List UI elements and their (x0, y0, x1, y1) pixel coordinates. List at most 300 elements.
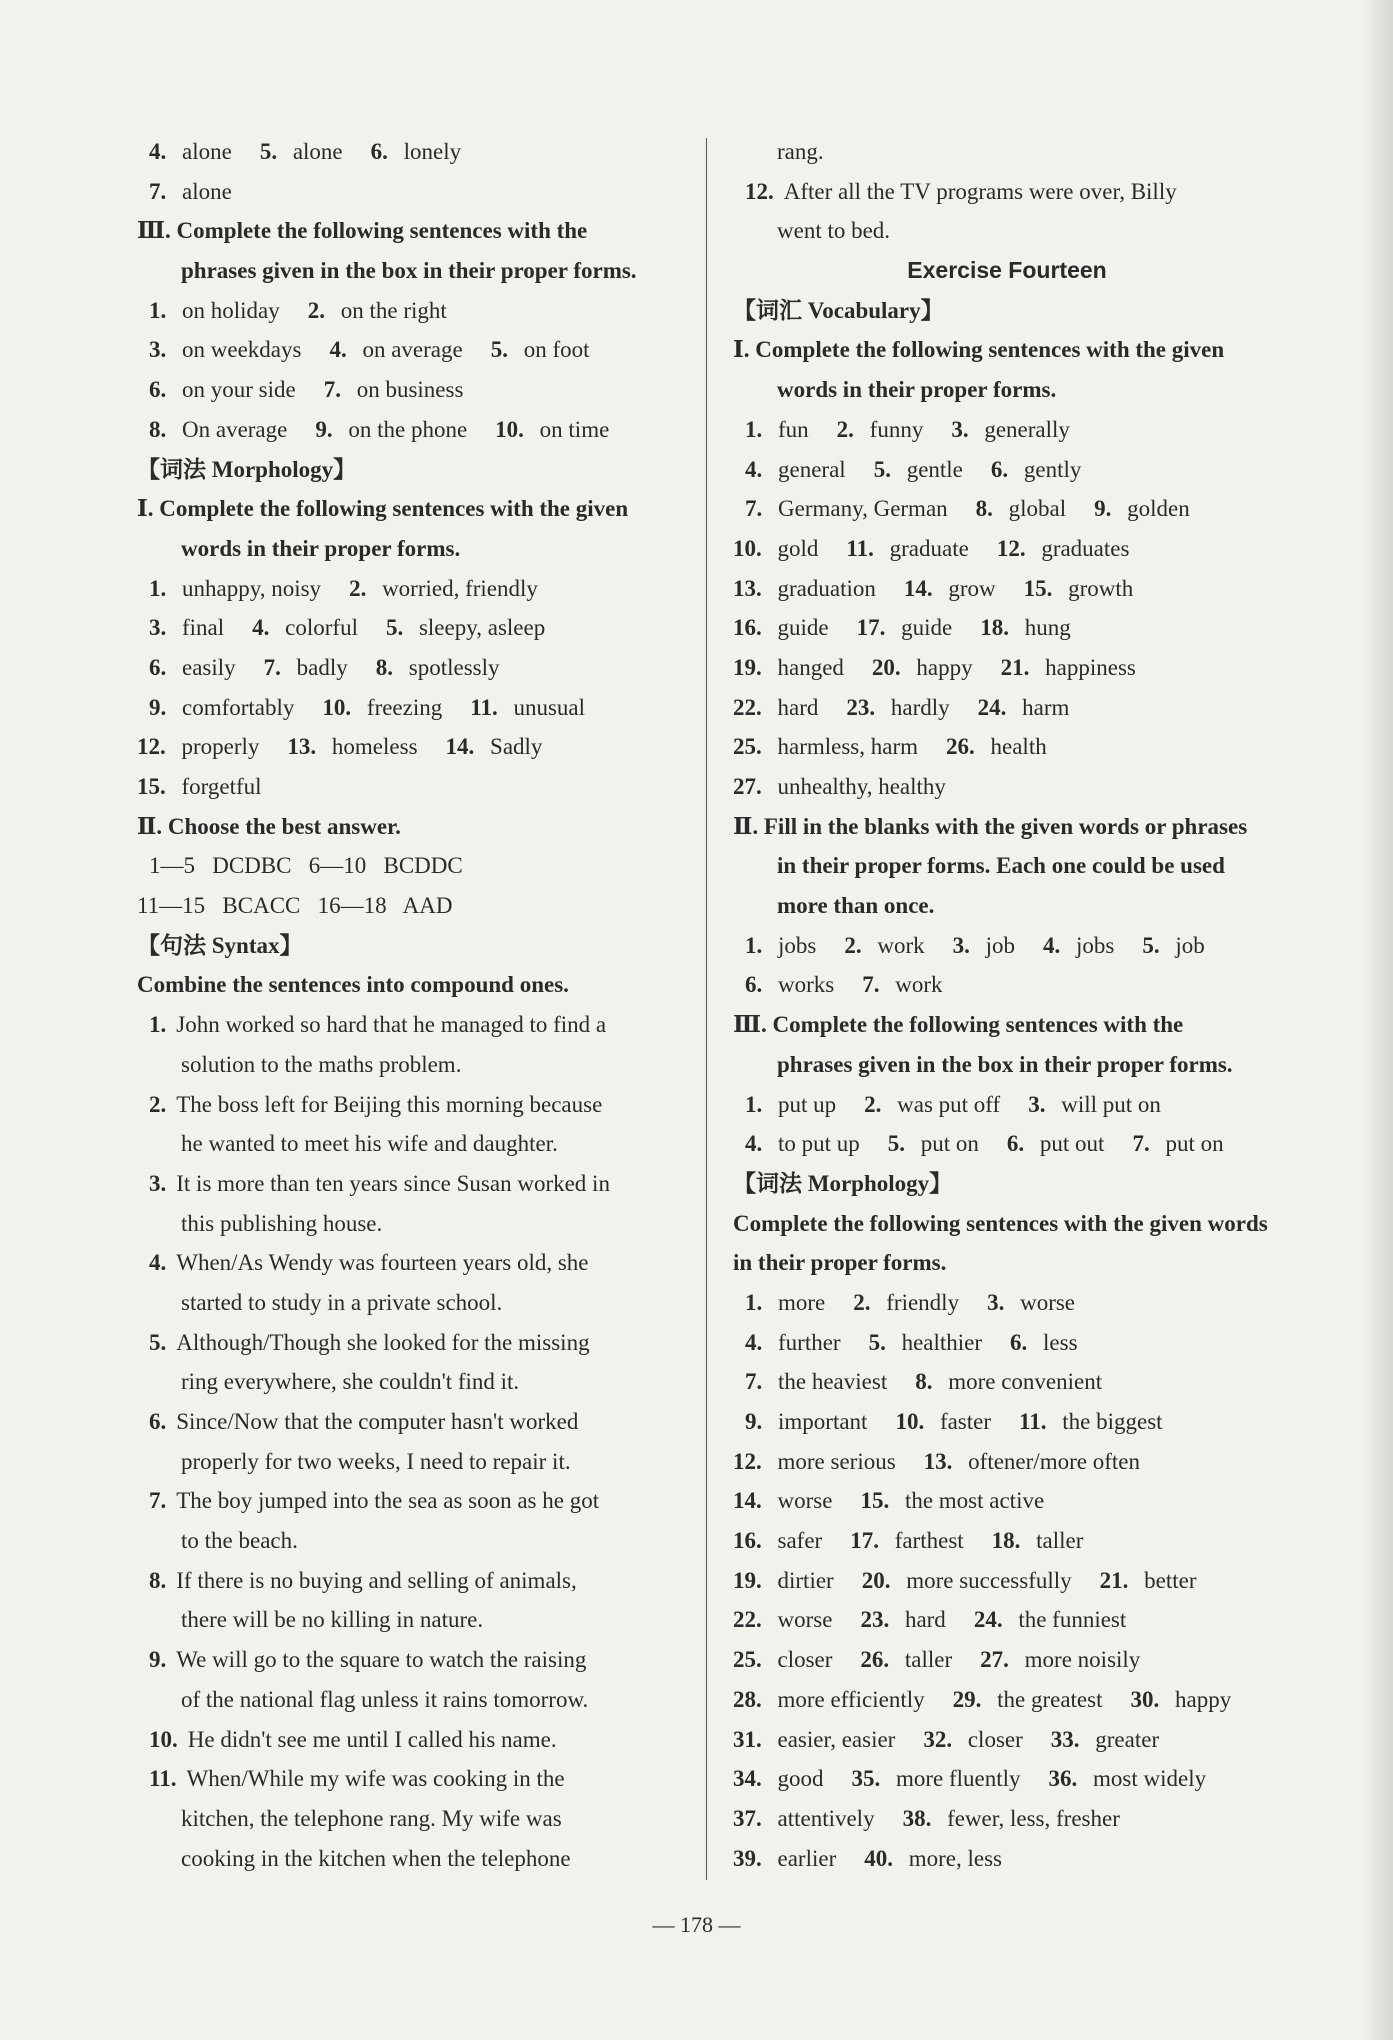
answer-text: faster (934, 1409, 992, 1434)
answer-number: 3. (987, 1289, 1005, 1315)
item-text: It is more than ten years since Susan worked in (176, 1170, 610, 1196)
answer-row (733, 1323, 1281, 1363)
sentence-continuation: properly for two weeks, I need to repair it. (181, 1448, 571, 1474)
answer-text: funny (863, 416, 924, 442)
answer-row (733, 1680, 1281, 1720)
answer-text: guide (895, 615, 953, 641)
answer-text: work (889, 972, 943, 998)
answer-text: was put off (891, 1091, 1001, 1117)
section-instruction: Ⅱ. Fill in the blanks with the given words or phrases (733, 813, 1248, 839)
section-instruction: in their proper forms. (733, 1250, 947, 1276)
answer-text: more fluently (890, 1766, 1021, 1792)
answer-number: 9. (1094, 496, 1112, 522)
answer-text: on average (356, 337, 463, 363)
answer-row (733, 1720, 1281, 1760)
answer-row (733, 1283, 1281, 1323)
answer-number: 4. (329, 337, 347, 363)
sentence-item (137, 1085, 685, 1125)
answer-text: good (771, 1766, 824, 1792)
item-number: 8. (149, 1567, 167, 1593)
page-number: — 178 — (652, 1912, 741, 1937)
answer-text: the funniest (1012, 1607, 1127, 1633)
answer-text: gently (1018, 456, 1082, 482)
answer-number: 11. (846, 535, 874, 561)
answer-number: 9. (149, 694, 167, 720)
answer-text: on foot (517, 337, 590, 363)
answer-number: 15. (137, 774, 166, 799)
answer-number: 1. (745, 416, 763, 442)
answer-number: 35. (851, 1766, 881, 1792)
answer-text: global (1002, 496, 1067, 522)
answer-row (733, 1481, 1281, 1521)
answer-number: 23. (860, 1607, 890, 1633)
answer-number: 21. (1000, 654, 1030, 680)
answer-number: 2. (864, 1091, 882, 1117)
right-column (733, 132, 1281, 1878)
answer-number: 18. (991, 1528, 1021, 1554)
answer-text: Germany, German (772, 496, 948, 522)
answer-text: on weekdays (176, 337, 302, 363)
answer-text: sleepy, asleep (413, 615, 546, 641)
answer-number: 20. (861, 1567, 891, 1593)
answer-number: 7. (862, 972, 880, 998)
answer-text: unusual (507, 694, 586, 720)
answer-number: 40. (864, 1845, 893, 1871)
answer-text: colorful (279, 615, 358, 641)
item-number: 7. (149, 1488, 167, 1514)
section-instruction: Ⅲ. Complete the following sentences with the (137, 218, 588, 244)
answer-row (733, 1085, 1281, 1125)
answer-text: works (772, 972, 835, 998)
answer-number: 12. (733, 1448, 762, 1474)
answer-row (137, 608, 685, 648)
answer-row (733, 965, 1281, 1005)
answer-text: graduates (1035, 535, 1130, 561)
answer-text: job (979, 932, 1016, 958)
answer-number: 28. (733, 1686, 762, 1712)
answer-number: 3. (952, 932, 970, 958)
answer-row (733, 767, 1281, 807)
answer-text: better (1138, 1567, 1197, 1593)
answer-number: 32. (923, 1726, 953, 1752)
answer-text: generally (978, 416, 1070, 442)
answer-text: alone (287, 139, 343, 164)
answer-text: final (176, 615, 225, 641)
sentence-continuation: cooking in the kitchen when the telephone (181, 1845, 571, 1871)
sentence-item (137, 1323, 685, 1363)
answer-text: to put up (772, 1131, 860, 1157)
answer-text: worried, friendly (376, 575, 538, 601)
answer-row (733, 688, 1281, 728)
answer-number: 7. (745, 496, 763, 522)
answer-text: graduation (771, 575, 876, 601)
answer-number: 13. (923, 1448, 953, 1474)
answer-text: less (1037, 1329, 1078, 1355)
answer-text: alone (176, 139, 232, 164)
answer-number: 5. (873, 456, 891, 482)
answer-number: 6. (370, 139, 388, 164)
sentence-continuation: of the national flag unless it rains tomorrow. (181, 1686, 589, 1712)
answer-text: more (772, 1289, 826, 1315)
answer-number: 14. (445, 734, 475, 760)
item-number: 3. (149, 1170, 167, 1196)
answer-number: 16. (733, 1528, 762, 1554)
answer-text: forgetful (175, 774, 262, 799)
answer-number: 39. (733, 1845, 762, 1871)
answer-text: put out (1034, 1131, 1105, 1157)
answer-number: 25. (733, 1647, 762, 1673)
answer-text: harm (1016, 694, 1070, 720)
answer-number: 34. (733, 1766, 762, 1792)
answer-number: 5. (490, 337, 508, 363)
answer-row (733, 648, 1281, 688)
answer-text: graduate (883, 535, 969, 561)
item-text: When/As Wendy was fourteen years old, she (176, 1250, 589, 1276)
item-text: When/While my wife was cooking in the (186, 1766, 565, 1792)
answer-number: 3. (1028, 1091, 1046, 1117)
answer-row (733, 727, 1281, 767)
answer-number: 30. (1130, 1686, 1160, 1712)
answer-number: 10. (895, 1409, 925, 1434)
section-instruction-cont: in their proper forms. Each one could be used (777, 853, 1225, 879)
answer-number: 3. (951, 416, 969, 442)
answer-text: important (772, 1409, 868, 1434)
answer-number: 1. (745, 1091, 763, 1117)
answer-text: more successfully (900, 1567, 1072, 1593)
item-number: 10. (149, 1726, 178, 1752)
answer-number: 2. (836, 416, 854, 442)
answer-row (733, 1362, 1281, 1402)
sentence-item (137, 1640, 685, 1680)
item-number: 9. (149, 1647, 167, 1673)
answer-text: lonely (397, 139, 462, 164)
sentence-continuation: to the beach. (181, 1528, 298, 1554)
answer-number: 7. (323, 377, 341, 403)
answer-text: homeless (326, 734, 418, 760)
sentence-continuation: ring everywhere, she couldn't find it. (181, 1369, 520, 1395)
answer-text: most widely (1087, 1766, 1207, 1792)
sentence-item (137, 1759, 685, 1799)
answer-text: happiness (1039, 654, 1136, 680)
answer-number: 7. (263, 654, 281, 680)
answer-text: general (772, 456, 846, 482)
section-instruction-cont: phrases given in the box in their proper forms. (777, 1051, 1233, 1077)
answer-row (137, 172, 685, 212)
answer-number: 14. (733, 1488, 762, 1514)
answer-text: harmless, harm (771, 734, 919, 760)
answer-row (733, 1640, 1281, 1680)
answer-row (137, 291, 685, 331)
answer-number: 31. (733, 1726, 762, 1752)
answer-number: 7. (1132, 1131, 1150, 1157)
item-text: We will go to the square to watch the raising (176, 1647, 587, 1673)
answer-number: 6. (990, 456, 1009, 482)
answer-row (733, 1561, 1281, 1601)
answer-number: 1. (745, 932, 763, 958)
answer-text: happy (1169, 1686, 1232, 1712)
answer-number: 27. (733, 774, 762, 799)
answer-row (733, 1600, 1281, 1640)
section-instruction-cont: words in their proper forms. (181, 535, 461, 561)
answer-text: on your side (176, 377, 296, 403)
answer-text: earlier (771, 1845, 837, 1871)
answer-text: alone (176, 178, 232, 204)
answer-number: 10. (322, 694, 352, 720)
answer-key-line: 1—5 DCDBC 6—10 BCDDC (149, 853, 463, 879)
section-heading: 【词汇 Vocabulary】 (733, 297, 944, 323)
answer-text: attentively (771, 1805, 875, 1831)
answer-row (733, 608, 1281, 648)
column-divider (706, 138, 707, 1880)
answer-row (137, 767, 685, 807)
answer-row (137, 727, 685, 767)
answer-number: 21. (1099, 1567, 1129, 1593)
item-number: 11. (149, 1766, 177, 1792)
answer-text: put on (1159, 1131, 1224, 1157)
answer-number: 38. (902, 1805, 932, 1831)
answer-text: happy (910, 654, 973, 680)
answer-number: 16. (733, 615, 762, 641)
item-text: The boy jumped into the sea as soon as he got (176, 1488, 600, 1514)
item-number: 4. (149, 1250, 167, 1276)
sentence-item (137, 1005, 685, 1045)
sentence-continuation: started to study in a private school. (181, 1289, 503, 1315)
answer-number: 2. (349, 575, 367, 601)
answer-number: 19. (733, 654, 762, 680)
answer-text: oftener/more often (962, 1448, 1140, 1474)
answer-row (733, 489, 1281, 529)
answer-number: 6. (1010, 1329, 1028, 1355)
answer-number: 33. (1050, 1726, 1080, 1752)
answer-number: 27. (980, 1647, 1009, 1673)
answer-number: 26. (860, 1647, 890, 1673)
answer-number: 17. (856, 615, 886, 641)
answer-number: 7. (149, 178, 167, 204)
answer-key-line: 11—15 BCACC 16—18 AAD (137, 893, 453, 919)
answer-number: 1. (745, 1289, 763, 1315)
answer-number: 23. (846, 694, 876, 720)
sentence-item (137, 1402, 685, 1442)
answer-number: 2. (853, 1289, 871, 1315)
answer-text: unhappy, noisy (176, 575, 322, 601)
answer-text: the greatest (991, 1686, 1103, 1712)
answer-number: 22. (733, 694, 762, 720)
answer-text: on the right (335, 297, 447, 323)
section-instruction: Ⅰ. Complete the following sentences with the given (733, 337, 1225, 363)
answer-text: Sadly (484, 734, 543, 760)
answer-row (733, 1124, 1281, 1164)
answer-text: safer (771, 1528, 823, 1554)
answer-row (137, 370, 685, 410)
answer-row (733, 926, 1281, 966)
answer-number: 1. (149, 297, 167, 323)
sentence-continuation: kitchen, the telephone rang. My wife was (181, 1805, 562, 1831)
sentence-continuation: went to bed. (777, 218, 891, 244)
answer-text: taller (1030, 1528, 1084, 1554)
answer-text: job (1169, 932, 1205, 958)
answer-text: jobs (1070, 932, 1115, 958)
answer-number: 5. (259, 139, 278, 164)
exercise-title: Exercise Fourteen (907, 257, 1107, 284)
section-instruction-cont: words in their proper forms. (777, 377, 1057, 403)
answer-number: 10. (495, 416, 524, 442)
answer-row (137, 132, 685, 172)
item-text: After all the TV programs were over, Billy (783, 178, 1177, 204)
answer-row (733, 410, 1281, 450)
answer-text: worse (771, 1488, 833, 1514)
answer-text: grow (942, 575, 996, 601)
sentence-item (733, 172, 1281, 212)
answer-text: badly (290, 654, 348, 680)
answer-number: 9. (745, 1409, 763, 1434)
answer-number: 9. (315, 416, 333, 442)
answer-number: 5. (385, 615, 404, 641)
item-number: 5. (149, 1329, 167, 1355)
answer-number: 8. (975, 496, 993, 522)
answer-number: 14. (903, 575, 933, 601)
answer-text: jobs (772, 932, 817, 958)
section-instruction: Complete the following sentences with the given words (733, 1210, 1268, 1236)
answer-number: 15. (860, 1488, 890, 1514)
answer-text: fewer, less, fresher (941, 1805, 1120, 1831)
answer-number: 13. (733, 575, 762, 601)
answer-number: 3. (149, 337, 167, 363)
section-instruction: Combine the sentences into compound ones. (137, 972, 569, 998)
left-column (137, 132, 685, 1878)
answer-text: will put on (1055, 1091, 1161, 1117)
answer-text: hardly (885, 694, 950, 720)
section-instruction-cont: more than once. (777, 893, 935, 919)
answer-text: work (871, 932, 925, 958)
answer-row (733, 1521, 1281, 1561)
answer-row (137, 688, 685, 728)
answer-number: 2. (844, 932, 862, 958)
answer-row (733, 450, 1281, 490)
answer-text: the biggest (1056, 1409, 1163, 1434)
answer-row (733, 1402, 1281, 1442)
answer-number: 29. (952, 1686, 982, 1712)
answer-text: more, less (902, 1845, 1002, 1871)
answer-text: gold (771, 535, 819, 561)
sentence-item (137, 1720, 685, 1760)
answer-text: more efficiently (771, 1686, 925, 1712)
answer-number: 8. (375, 654, 394, 680)
answer-text: hard (771, 694, 819, 720)
answer-number: 37. (733, 1805, 762, 1831)
section-instruction: Ⅲ. Complete the following sentences with the (733, 1012, 1184, 1038)
answer-number: 4. (745, 1131, 763, 1157)
section-heading: 【句法 Syntax】 (137, 932, 303, 958)
item-text: Since/Now that the computer hasn't worked (176, 1409, 579, 1434)
answer-number: 6. (149, 654, 167, 680)
answer-row (733, 529, 1281, 569)
answer-number: 11. (470, 694, 498, 720)
answer-number: 15. (1023, 575, 1053, 601)
answer-text: growth (1062, 575, 1134, 601)
item-text: John worked so hard that he managed to find a (176, 1012, 607, 1038)
sentence-continuation: he wanted to meet his wife and daughter. (181, 1131, 558, 1157)
answer-text: hung (1018, 615, 1071, 641)
answer-text: On average (176, 416, 288, 442)
answer-text: put up (772, 1091, 837, 1117)
answer-text: further (772, 1329, 841, 1355)
answer-number: 13. (287, 734, 317, 760)
answer-text: health (984, 734, 1047, 760)
answer-text: on the phone (342, 416, 468, 442)
answer-text: more noisily (1018, 1647, 1141, 1673)
page-edge (1363, 0, 1393, 2040)
answer-text: fun (772, 416, 809, 442)
answer-text: properly (175, 734, 260, 760)
answer-text: hanged (771, 654, 844, 680)
item-number: 6. (149, 1409, 167, 1434)
sentence-continuation: this publishing house. (181, 1210, 383, 1236)
section-heading: 【词法 Morphology】 (733, 1170, 953, 1196)
answer-number: 24. (977, 694, 1007, 720)
answer-number: 10. (733, 535, 762, 561)
answer-number: 8. (915, 1369, 933, 1395)
sentence-item (137, 1243, 685, 1283)
answer-text: gentle (900, 456, 963, 482)
answer-row (137, 330, 685, 370)
answer-number: 2. (307, 297, 325, 323)
answer-text: more serious (771, 1448, 896, 1474)
section-heading: 【词法 Morphology】 (137, 456, 357, 482)
section-instruction: Ⅰ. Complete the following sentences with the given (137, 496, 629, 522)
answer-number: 6. (745, 972, 763, 998)
answer-number: 4. (745, 456, 763, 482)
answer-number: 4. (252, 615, 270, 641)
answer-row (733, 569, 1281, 609)
item-number: 2. (149, 1091, 167, 1117)
answer-number: 7. (745, 1369, 763, 1395)
item-text: The boss left for Beijing this morning because (176, 1091, 603, 1117)
answer-text: on time (533, 416, 610, 442)
answer-text: worse (771, 1607, 833, 1633)
answer-text: farthest (888, 1528, 964, 1554)
answer-text: golden (1121, 496, 1190, 522)
answer-text: closer (962, 1726, 1023, 1752)
answer-text: put on (915, 1131, 979, 1157)
answer-row (137, 569, 685, 609)
item-number: 1. (149, 1012, 167, 1038)
answer-text: the most active (899, 1488, 1045, 1514)
answer-number: 4. (745, 1329, 763, 1355)
answer-row (137, 410, 685, 450)
answer-number: 24. (973, 1607, 1003, 1633)
answer-number: 5. (887, 1131, 906, 1157)
item-text: If there is no buying and selling of animals, (176, 1567, 577, 1593)
answer-number: 6. (149, 377, 167, 403)
answer-number: 20. (871, 654, 901, 680)
answer-text: spotlessly (403, 654, 500, 680)
answer-number: 26. (946, 734, 975, 760)
section-instruction: Ⅱ. Choose the best answer. (137, 813, 401, 839)
item-number: 12. (745, 178, 774, 204)
sentence-item (137, 1164, 685, 1204)
answer-number: 12. (996, 535, 1026, 561)
item-text: He didn't see me until I called his name. (187, 1726, 557, 1752)
answer-text: closer (771, 1647, 833, 1673)
answer-number: 4. (1043, 932, 1061, 958)
answer-text: greater (1089, 1726, 1160, 1752)
answer-text: more convenient (942, 1369, 1103, 1395)
answer-text: easily (176, 654, 236, 680)
answer-text: easier, easier (771, 1726, 896, 1752)
answer-text: the heaviest (772, 1369, 888, 1395)
answer-text: healthier (895, 1329, 983, 1355)
answer-number: 12. (137, 734, 166, 760)
